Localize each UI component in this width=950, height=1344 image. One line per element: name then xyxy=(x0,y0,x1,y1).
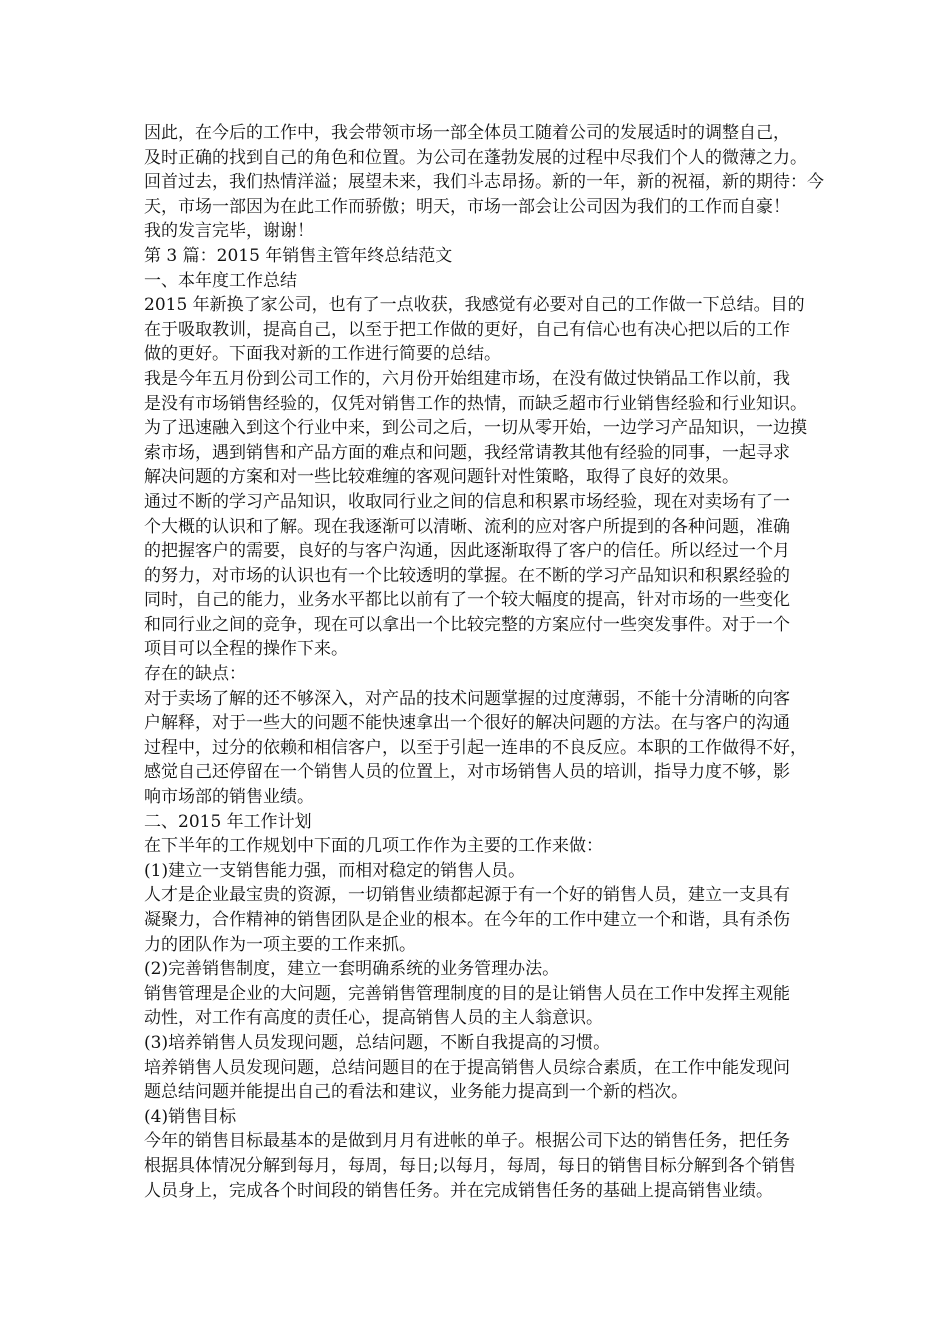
text-line: 力的团队作为一项主要的工作来抓。 xyxy=(144,934,416,955)
text-line: 做的更好。下面我对新的工作进行简要的总结。 xyxy=(144,344,501,365)
text-line: 感觉自己还停留在一个销售人员的位置上，对市场销售人员的培训，指导力度不够，影 xyxy=(144,762,790,783)
text-line: (2)完善销售制度，建立一套明确系统的业务管理办法。 xyxy=(144,959,560,980)
text-line: 对于卖场了解的还不够深入，对产品的技术问题掌握的过度薄弱，不能十分清晰的向客 xyxy=(144,688,790,709)
document-body xyxy=(144,121,824,1203)
text-line: 今年的销售目标最基本的是做到月月有进帐的单子。根据公司下达的销售任务，把任务 xyxy=(144,1131,790,1152)
text-line: (3)培养销售人员发现问题，总结问题，不断自我提高的习惯。 xyxy=(144,1032,611,1053)
text-line: 题总结问题并能提出自己的看法和建议，业务能力提高到一个新的档次。 xyxy=(144,1082,688,1103)
text-line: 回首过去，我们热情洋溢；展望未来，我们斗志昂扬。新的一年，新的祝福，新的期待：今 xyxy=(144,172,824,193)
text-line: 在下半年的工作规划中下面的几项工作作为主要的工作来做： xyxy=(144,836,603,857)
text-line: 解决问题的方案和对一些比较难缠的客观问题针对性策略，取得了良好的效果。 xyxy=(144,467,739,488)
text-line: 是没有市场销售经验的，仅凭对销售工作的热情，而缺乏超市行业销售经验和行业知识。 xyxy=(144,393,807,414)
text-line: 根据具体情况分解到每月，每周，每日;以每月，每周，每日的销售目标分解到各个销售 xyxy=(144,1155,796,1176)
text-line: 销售管理是企业的大问题，完善销售管理制度的目的是让销售人员在工作中发挥主观能 xyxy=(144,983,790,1004)
text-line: 一、本年度工作总结 xyxy=(144,270,297,291)
text-line: 二、2015 年工作计划 xyxy=(144,811,312,832)
text-line: 个大概的认识和了解。现在我逐渐可以清晰、流利的应对客户所提到的各种问题，准确 xyxy=(144,516,790,537)
text-line: 2015 年新换了家公司，也有了一点收获，我感觉有必要对自己的工作做一下总结。目的 xyxy=(144,295,805,316)
text-line: 项目可以全程的操作下来。 xyxy=(144,639,348,660)
text-line: (4)销售目标 xyxy=(144,1106,237,1127)
text-line: 凝聚力，合作精神的销售团队是企业的根本。在今年的工作中建立一个和谐，具有杀伤 xyxy=(144,910,790,930)
text-line: 我是今年五月份到公司工作的，六月份开始组建市场，在没有做过快销品工作以前，我 xyxy=(144,368,790,389)
text-line: 过程中，过分的依赖和相信客户，以至于引起一连串的不良反应。本职的工作做得不好， xyxy=(144,737,807,758)
text-line: 第 3 篇：2015 年销售主管年终总结范文 xyxy=(144,245,453,266)
text-line: 动性，对工作有高度的责任心，提高销售人员的主人翁意识。 xyxy=(144,1008,603,1029)
text-line: 存在的缺点： xyxy=(144,664,246,685)
text-line: 因此，在今后的工作中，我会带领市场一部全体员工随着公司的发展适时的调整自己， xyxy=(144,123,790,143)
text-line: 户解释，对于一些大的问题不能快速拿出一个很好的解决问题的方法。在与客户的沟通 xyxy=(144,713,790,734)
text-line: 响市场部的销售业绩。 xyxy=(144,787,314,808)
text-line: 为了迅速融入到这个行业中来，到公司之后，一切从零开始，一边学习产品知识，一边摸 xyxy=(144,418,807,439)
text-line: 天，市场一部因为在此工作而骄傲；明天，市场一部会让公司因为我们的工作而自豪！ xyxy=(144,196,790,217)
text-line: 和同行业之间的竞争，现在可以拿出一个比较完整的方案应付一些突发事件。对于一个 xyxy=(144,614,790,635)
text-line: 通过不断的学习产品知识，收取同行业之间的信息和积累市场经验，现在对卖场有了一 xyxy=(144,491,790,512)
text-line: 人员身上，完成各个时间段的销售任务。并在完成销售任务的基础上提高销售业绩。 xyxy=(144,1180,773,1201)
text-line: 在于吸取教训，提高自己，以至于把工作做的更好，自己有信心也有决心把以后的工作 xyxy=(144,319,790,340)
text-line: (1)建立一支销售能力强，而相对稳定的销售人员。 xyxy=(144,860,526,881)
text-line: 同时，自己的能力，业务水平都比以前有了一个较大幅度的提高，针对市场的一些变化 xyxy=(144,590,790,611)
text-line: 的努力，对市场的认识也有一个比较透明的掌握。在不断的学习产品知识和积累经验的 xyxy=(144,565,790,586)
text-line: 索市场，遇到销售和产品方面的难点和问题，我经常请教其他有经验的同事，一起寻求 xyxy=(144,442,790,463)
text-line: 及时正确的找到自己的角色和位置。为公司在蓬勃发展的过程中尽我们个人的微薄之力。 xyxy=(144,147,807,168)
text-line: 我的发言完毕，谢谢！ xyxy=(144,221,314,242)
text-line: 人才是企业最宝贵的资源，一切销售业绩都起源于有一个好的销售人员，建立一支具有 xyxy=(144,885,790,906)
text-line: 的把握客户的需要，良好的与客户沟通，因此逐渐取得了客户的信任。所以经过一个月 xyxy=(144,541,790,562)
text-line: 培养销售人员发现问题，总结问题目的在于提高销售人员综合素质，在工作中能发现问 xyxy=(144,1057,790,1078)
